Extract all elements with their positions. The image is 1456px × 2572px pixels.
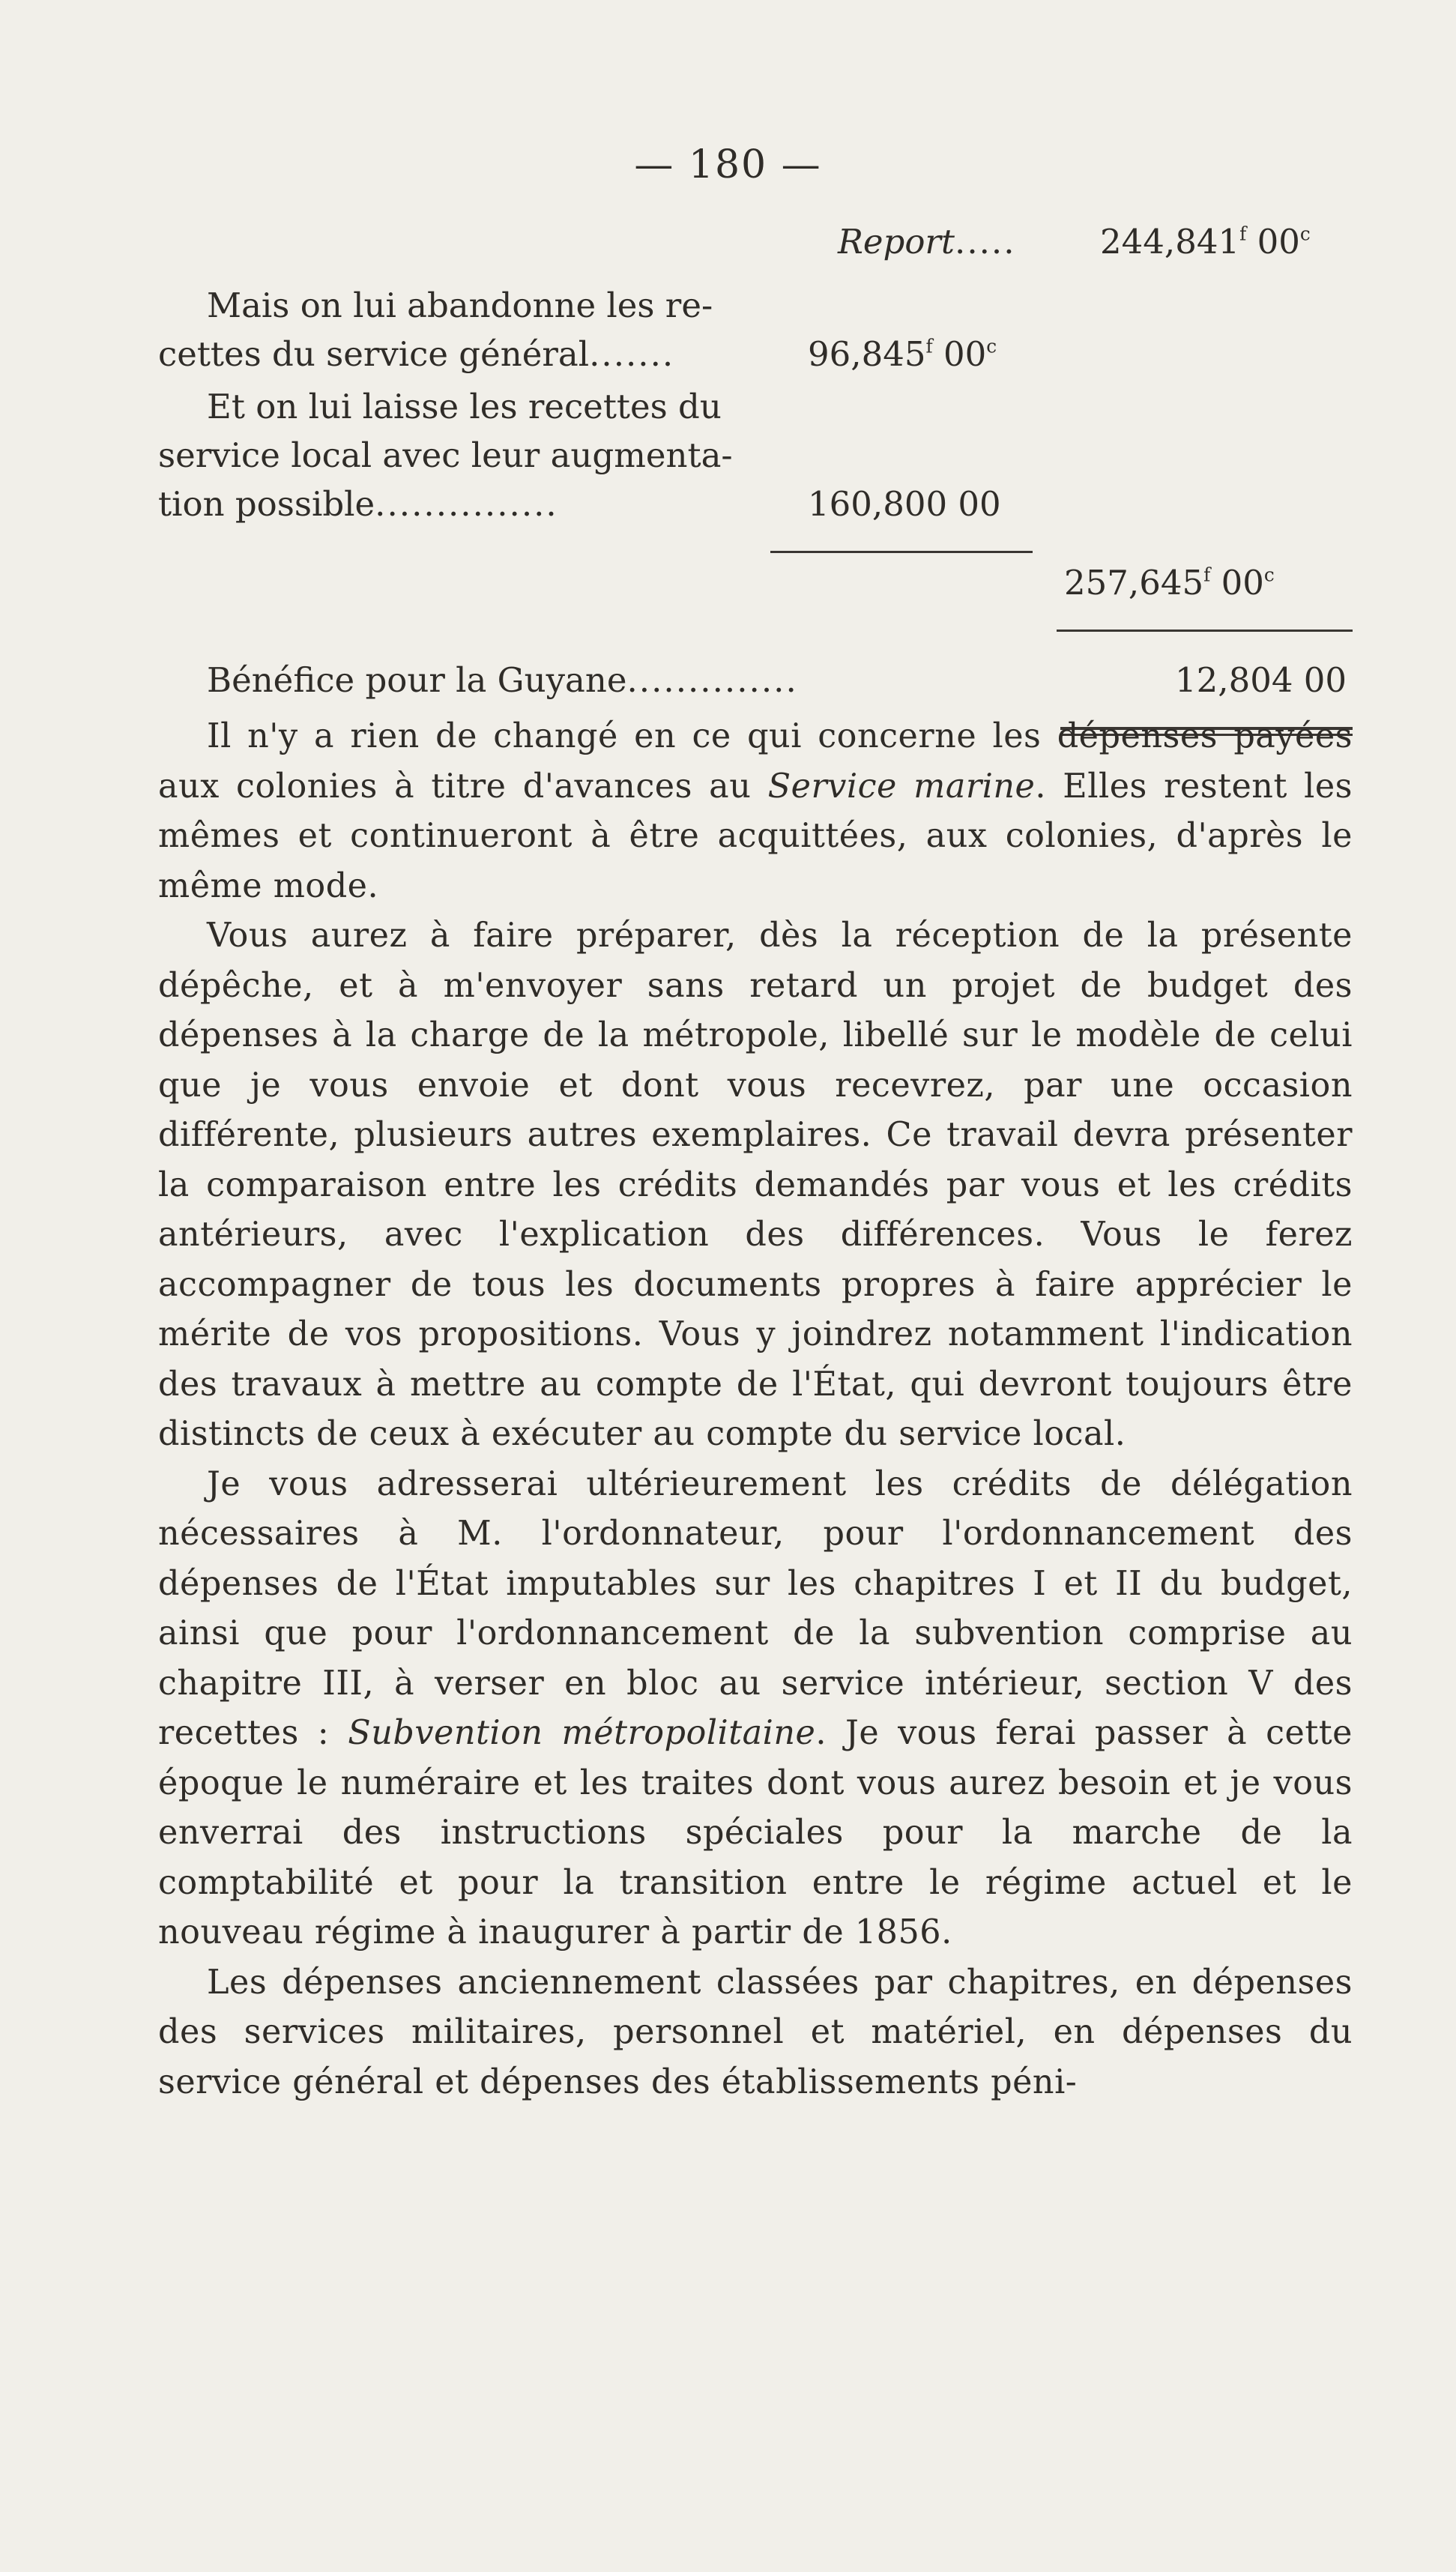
- mais-text-2: cettes du service général: [158, 334, 590, 374]
- subtotal-rule: [770, 551, 1033, 553]
- subtotal-cents: 00: [1221, 563, 1264, 603]
- paragraph-3: [158, 1460, 1353, 1958]
- benefice-line: [207, 660, 798, 700]
- mais-cents: 00: [943, 334, 987, 374]
- p1-italic: Service marine: [767, 767, 1036, 806]
- et-line-2: service local avec leur augmenta-: [158, 435, 733, 475]
- mais-line-2: [158, 334, 675, 374]
- report-line: [838, 222, 1016, 262]
- mais-amount-cell: [808, 334, 997, 374]
- benefice-amount: 12,804: [1175, 660, 1293, 700]
- et-dots: ...............: [375, 484, 558, 524]
- mais-amount: 96,845: [808, 334, 926, 374]
- subtotal-unit-fr: f: [1203, 564, 1211, 586]
- report-cents: 00: [1257, 222, 1300, 262]
- paragraph-1: [158, 712, 1353, 911]
- et-amount: 160,800: [808, 484, 948, 524]
- report-unit-fr: f: [1239, 223, 1247, 245]
- p1-text-b: . Elles restent les mêmes et continueront à être acquittées, aux colonies, d'après le même mode.: [158, 767, 1353, 905]
- subtotal-amount: 257,645: [1064, 563, 1204, 603]
- page-number: — 180 —: [634, 142, 822, 187]
- subtotal-unit-c: c: [1263, 564, 1275, 586]
- mais-unit-fr: f: [925, 335, 933, 357]
- paragraph-2: Vous aurez à faire préparer, dès la réception de la présente dépêche, et à m'envoyer sans retard un projet de budget des dépenses à la charge de la métropole, libellé sur le modèle de celui que je vous envoie et dont vous recevrez, par une occasion différente, plusieurs autres exemplaires. Ce travail devra présenter la comparaison entre les crédits demandés par vous et les crédits antérieurs, avec l'explication des différences. Vous le ferez accompagner de tous les documents propres à faire apprécier le mérite de vos propositions. Vous y joindrez notamment l'indication des travaux à mettre au compte de l'État, qui devront toujours être distincts de ceux à exécuter au compte du service local.: [158, 917, 1353, 1453]
- mais-line-1: Mais on lui abandonne les re-: [207, 286, 713, 325]
- et-text-3: tion possible: [158, 484, 375, 524]
- p3-italic: Subvention métropolitaine: [348, 1714, 816, 1752]
- mais-unit-c: c: [986, 335, 997, 357]
- p3-text-a: Je vous adresserai ultérieurement les crédits de délégation nécessaires à M. l'ordonnateur, pour l'ordonnancement des dépenses de l'État imputables sur les chapitres I et II du budget, ainsi que pour l'ordonnancement de la subvention comprise au chapitre III, à verser en bloc au service intérieur, section V des recettes :: [158, 1464, 1353, 1752]
- paragraph-4: Les dépenses anciennement classées par chapitres, en dépenses des services militaires, personnel et matériel, en dépenses du service général et dépenses des établissements péni-: [158, 1963, 1353, 2101]
- body-text: [158, 712, 1353, 2107]
- report-dots: .....: [955, 222, 1016, 262]
- subtotal-amount-cell: [1064, 563, 1275, 603]
- report-amount: 244,841: [1100, 222, 1240, 262]
- et-amount-cell: [808, 484, 1001, 524]
- et-line-3: [158, 484, 558, 524]
- et-cents: 00: [958, 484, 1001, 524]
- p1-text-a: Il n'y a rien de changé en ce qui concerne les dépenses payées aux colonies à titre d'avances au: [158, 717, 1353, 806]
- benefice-cents: 00: [1303, 660, 1347, 700]
- benefice-dots: ..............: [626, 660, 798, 700]
- benefice-amount-cell: [1175, 660, 1347, 700]
- total-rule: [1057, 630, 1353, 632]
- benefice-text: Bénéfice pour la Guyane: [207, 660, 627, 700]
- p3-text-b: . Je vous ferai passer à cette époque le numéraire et les traites dont vous aurez besoin et je vous enverrai des instructions spéciales pour la marche de la comptabilité et pour la transition entre le régime actuel et le nouveau régime à inaugurer à partir de 1856.: [158, 1714, 1353, 1951]
- et-line-1: Et on lui laisse les recettes du: [207, 387, 722, 426]
- report-label: Report: [838, 222, 955, 262]
- report-amount-cell: [1100, 222, 1311, 262]
- report-unit-c: c: [1299, 223, 1311, 245]
- mais-dots: .......: [589, 334, 675, 374]
